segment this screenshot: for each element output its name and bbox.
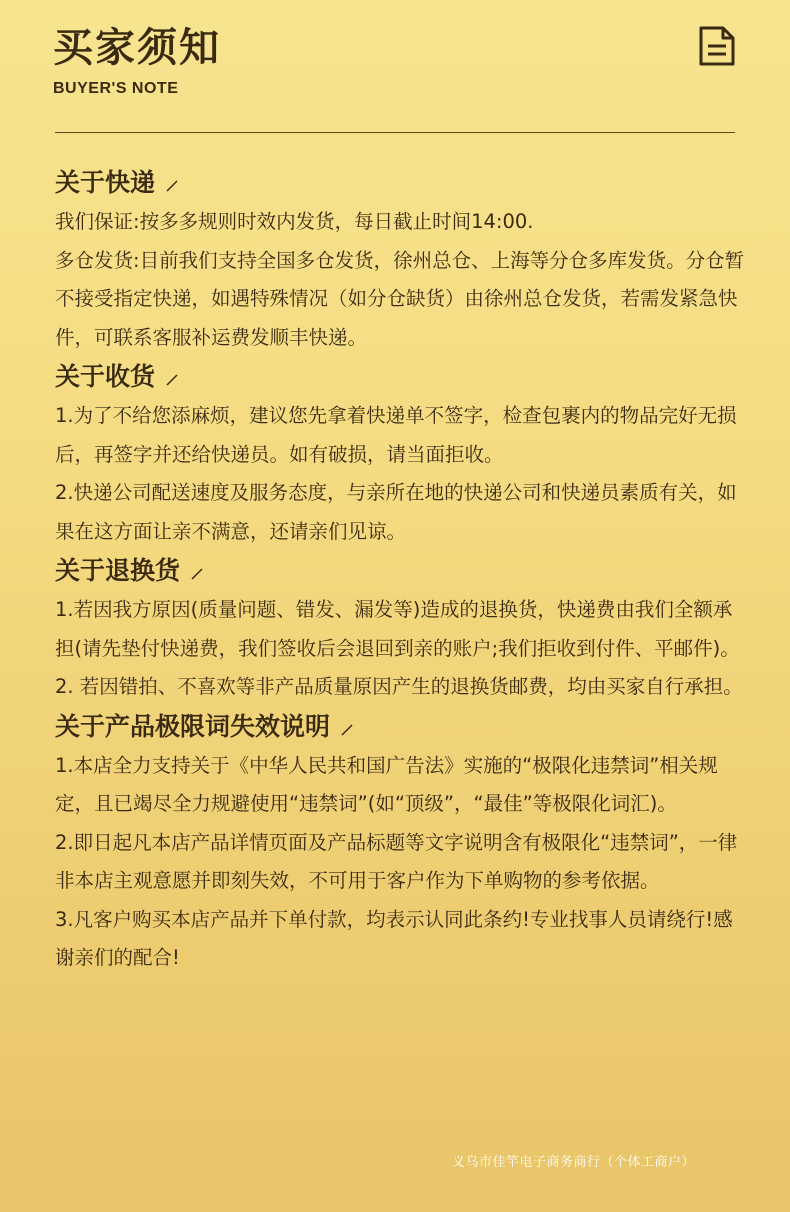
section-paragraph: 多仓发货:目前我们支持全国多仓发货，徐州总仓、上海等分仓多库发货。分仓暂不接受指定快递，如遇特殊情况（如分仓缺货）由徐州总仓发货，若需发紧急快件，可联系客服补运费发顺丰快递。 (55, 248, 745, 349)
section-paragraph: 2. 若因错拍、不喜欢等非产品质量原因产生的退换货邮费，均由买家自行承担。 (55, 675, 743, 698)
section-title-text: 关于退换货 (55, 556, 181, 585)
page-subtitle: BUYER'S NOTE (53, 80, 179, 97)
section-express (55, 163, 745, 357)
section-title (55, 551, 745, 591)
section-paragraph: 2.即日起凡本店产品详情页面及产品标题等文字说明含有极限化“违禁词”，一律非本店主观意愿并即刻失效，不可用于客户作为下单购物的参考依据。 (55, 830, 738, 892)
header (53, 22, 221, 98)
page-title: 买家须知 (53, 25, 221, 71)
slash-icon (165, 177, 179, 193)
section-paragraph: 1.为了不给您添麻烦，建议您先拿着快递单不签字，检查包裹内的物品完好无损后，再签字并还给快递员。如有破损，请当面拒收。 (55, 404, 737, 466)
section-title (55, 707, 745, 747)
slash-icon (165, 371, 179, 387)
section-receiving (55, 357, 745, 551)
section-title-text: 关于快递 (55, 168, 156, 197)
slash-icon (340, 721, 354, 737)
section-paragraph: 1.本店全力支持关于《中华人民共和国广告法》实施的“极限化违禁词”相关规定，且已竭尽全力规避使用“违禁词”(如“顶级”，“最佳”等极限化词汇)。 (55, 753, 718, 815)
section-paragraph: 1.若因我方原因(质量问题、错发、漏发等)造成的退换货，快递费由我们全额承担(请先垫付快递费，我们签收后会退回到亲的账户;我们拒收到付件、平邮件)。 (55, 598, 740, 660)
section-paragraph: 3.凡客户购买本店产品并下单付款，均表示认同此条约!专业找事人员请绕行!感谢亲们的配合! (55, 907, 733, 969)
section-paragraph: 2.快递公司配送速度及服务态度，与亲所在地的快递公司和快递员素质有关，如果在这方面让亲不满意，还请亲们见谅。 (55, 481, 737, 543)
document-icon (697, 25, 737, 67)
footer-company: 义乌市佳竿电子商务商行（个体工商户） (452, 1155, 696, 1170)
header-divider (55, 132, 735, 133)
slash-icon (190, 565, 204, 581)
section-title-text: 关于产品极限词失效说明 (55, 711, 331, 741)
section-title (55, 163, 745, 203)
section-title-text: 关于收货 (55, 362, 156, 391)
section-paragraph: 我们保证:按多多规则时效内发货，每日截止时间14:00. (55, 210, 534, 233)
section-title (55, 357, 745, 397)
section-returns (55, 551, 745, 707)
notice-content (55, 163, 745, 978)
section-banned-words (55, 707, 745, 978)
